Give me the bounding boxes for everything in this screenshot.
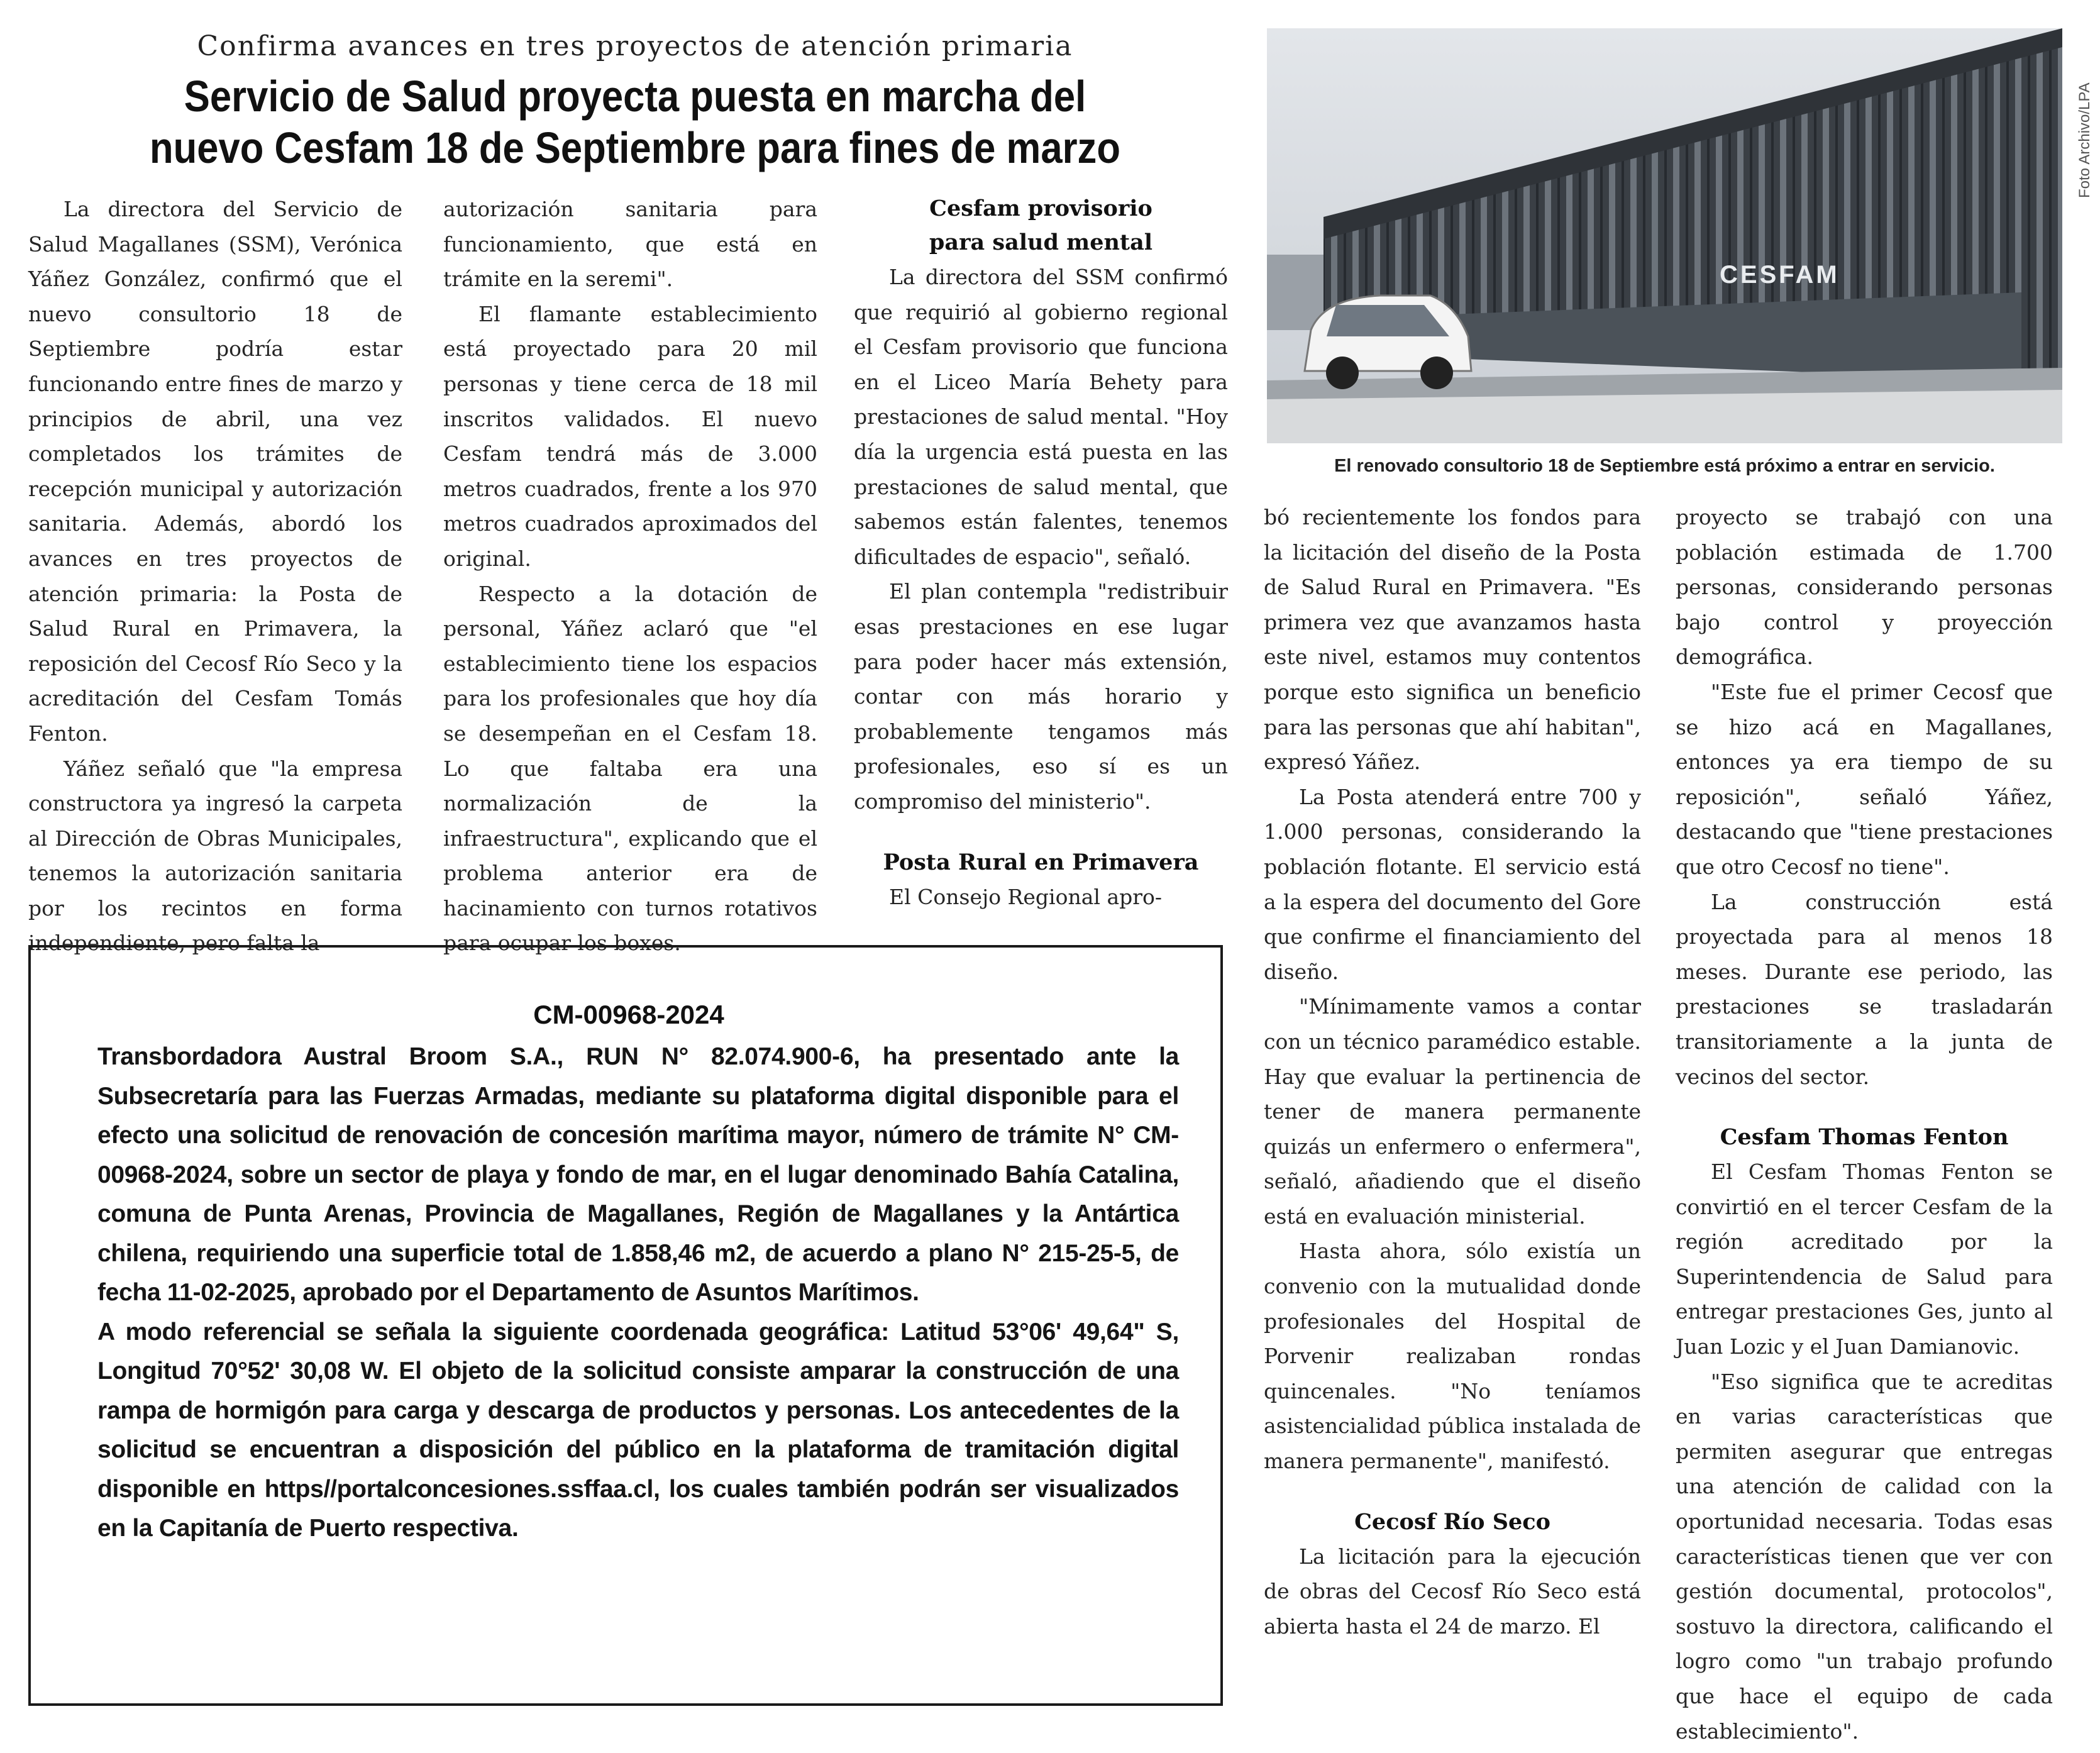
building-image (1267, 28, 2062, 443)
paragraph: La Posta atenderá entre 700 y 1.000 personas, considerando la población flotante. El servicio está a la espera del documento del Gore que confirme el financiamiento del diseño. (1264, 784, 1641, 984)
subhead-cecosf-rio-seco: Cecosf Río Seco (1354, 1508, 1550, 1535)
paragraph: El flamante establecimiento está proyectado para 20 mil personas y tiene cerca de 18 mil inscritos validados. El nuevo Cesfam tendrá más de 3.000 metros cuadrados, frente a los 970 metros cuadrados aproximados del original. (443, 301, 817, 571)
headline-line-1: Servicio de Salud proyecta puesta en marcha del (184, 72, 1086, 121)
notice-paragraph-1: Transbordadora Austral Broom S.A., RUN N° 82.074.900-6, ha presentado ante la Subsecretaría para las Fuerzas Armadas, mediante su plataforma digital disponible para el efecto una solicitud de renovación de concesión marítima mayor, número de trámite N° CM-00968-2024, sobre un sector de playa y fondo de mar, en el lugar denominado Bahía Catalina, comuna de Punta Arenas, Provincia de Magallanes, Región de Magallanes y la Antártica chilena, requiriendo una superficie total de 1.858,46 m2, de acuerdo a plano N° 215-25-5, de fecha 11-02-2025, aprobado por el Departamento de Asuntos Marítimos. (97, 1043, 1179, 1306)
subhead-cesfam-provisorio (854, 192, 1228, 260)
photo-caption: El renovado consultorio 18 de Septiembre está próximo a entrar en servicio. (1334, 456, 1995, 476)
article-column-2 (443, 192, 817, 961)
paragraph: "Este fue el primer Cecosf que se hizo acá en Magallanes, entonces ya era tiempo de su reposición", señaló Yáñez, destacando que "tiene prestaciones que otro Cecosf no tiene". (1676, 679, 2053, 879)
notice-title: CM-00968-2024 (533, 1000, 724, 1029)
cesfam-photo (1267, 28, 2062, 443)
subhead-cesfam-thomas-fenton: Cesfam Thomas Fenton (1720, 1124, 2009, 1151)
cesfam-sign: CESFAM (1720, 261, 1840, 289)
paragraph: "Eso significa que te acreditas en varias características que permiten asegurar que entregas una atención de calidad con la oportunidad necesaria. Todas esas características tienen que ver con gestión documental, protocolos", sostuvo la directora, calificando el logro como "un trabajo profundo que hace el equipo de cada establecimiento". (1676, 1369, 2053, 1744)
paragraph: Hasta ahora, sólo existía un convenio con la mutualidad donde profesionales del Hospital de Porvenir realizaban rondas quincenales. "No teníamos asistencialidad pública instalada de manera permanente", manifestó. (1264, 1239, 1641, 1474)
article-column-3 (854, 192, 1228, 914)
headline (109, 70, 1161, 174)
notice-paragraph-2: A modo referencial se señala la siguiente coordenada geográfica: Latitud 53°06' 49,64" S, Longitud 70°52' 30,08 W. El objeto de la solicitud consiste amparar la construcción de una rampa de hormigón para carga y descarga de productos y personas. Los antecedentes de la solicitud se encuentran a disposición del público en la plataforma de tramitación digital disponible en https//portalconcesiones.ssffaa.cl, los cuales también podrán ser visualizados en la Capitanía de Puerto respectiva. (97, 1318, 1179, 1542)
subhead-line: Cesfam provisorio (929, 196, 1152, 221)
photo-credit: Foto Archivo/LPA (2076, 82, 2093, 198)
paragraph: El Cesfam Thomas Fenton se convirtió en el tercer Cesfam de la región acreditado por la Superintendencia de Salud para entregar prestaciones Ges, junto al Juan Lozic y el Juan Damianovic. (1676, 1159, 2053, 1359)
subhead-posta-rural: Posta Rural en Primavera (883, 849, 1199, 875)
article-column-1 (28, 192, 402, 961)
paragraph: proyecto se trabajó con una población estimada de 1.700 personas, considerando personas bajo control y proyección demográfica. (1676, 505, 2053, 670)
paragraph: Yáñez señaló que "la empresa constructora ya ingresó la carpeta al Dirección de Obras Municipales, tenemos la autorización sanitaria por los recintos en forma independiente, pero falta la (28, 756, 402, 956)
headline-line-2: nuevo Cesfam 18 de Septiembre para fines de marzo (150, 123, 1120, 172)
paragraph: La licitación para la ejecución de obras del Cecosf Río Seco está abierta hasta el 24 de marzo. El (1264, 1544, 1641, 1639)
paragraph: La directora del Servicio de Salud Magallanes (SSM), Verónica Yáñez González, confirmó que el nuevo consultorio 18 de Septiembre podría estar funcionando entre fines de marzo y principios de abril, una vez completados los trámites de recepción municipal y autorización sanitaria. Además, abordó los avances en tres proyectos de atención primaria: la Posta de Salud Rural en Primavera, la reposición del Cecosf Río Seco y la acreditación del Cesfam Tomás Fenton. (28, 197, 402, 746)
paragraph: La construcción está proyectada para al menos 18 meses. Durante ese periodo, las prestaciones se trasladarán transitoriamente a la junta de vecinos del sector. (1676, 889, 2053, 1089)
paragraph: La directora del SSM confirmó que requirió al gobierno regional el Cesfam provisorio que funciona en el Liceo María Behety para prestaciones de salud mental. "Hoy día la urgencia está puesta en las prestaciones de salud mental, que sabemos están falentes, tenemos dificultades de espacio", señaló. (854, 265, 1228, 569)
paragraph: autorización sanitaria para funcionamiento, que está en trámite en la seremi". (443, 197, 817, 292)
paragraph: Respecto a la dotación de personal, Yáñez aclaró que "el establecimiento tiene los espacios para los profesionales que hoy día se desempeñan en el Cesfam 18. Lo que faltaba era una normalización de la infraestructura", explicando que el problema anterior era de hacinamiento con turnos rotativos para ocupar los boxes. (443, 581, 817, 956)
paragraph: El plan contempla "redistribuir esas prestaciones en ese lugar para poder hacer más extensión, contar con más horario y probablemente tengamos más profesionales, eso sí es un compromiso del ministerio". (854, 579, 1228, 814)
notice-body (97, 1037, 1179, 1549)
article-column-5 (1676, 500, 2053, 1749)
paragraph: "Mínimamente vamos a contar con un técnico paramédico estable. Hay que evaluar la pertinencia de tener de manera permanente quizás un enfermero o enfermera", señaló, añadiendo que el diseño está en evaluación ministerial. (1264, 994, 1641, 1229)
paragraph: bó recientemente los fondos para la licitación del diseño de la Posta de Salud Rural en Primavera. "Es primera vez que avanzamos hasta este nivel, estamos muy contentos porque esto significa un beneficio para las personas que ahí habitan", expresó Yáñez. (1264, 505, 1641, 775)
paragraph: El Consejo Regional apro- (889, 884, 1163, 909)
subhead-line: para salud mental (929, 229, 1153, 255)
article-column-4 (1264, 500, 1641, 1644)
kicker: Confirma avances en tres proyectos de atención primaria (197, 30, 1073, 62)
